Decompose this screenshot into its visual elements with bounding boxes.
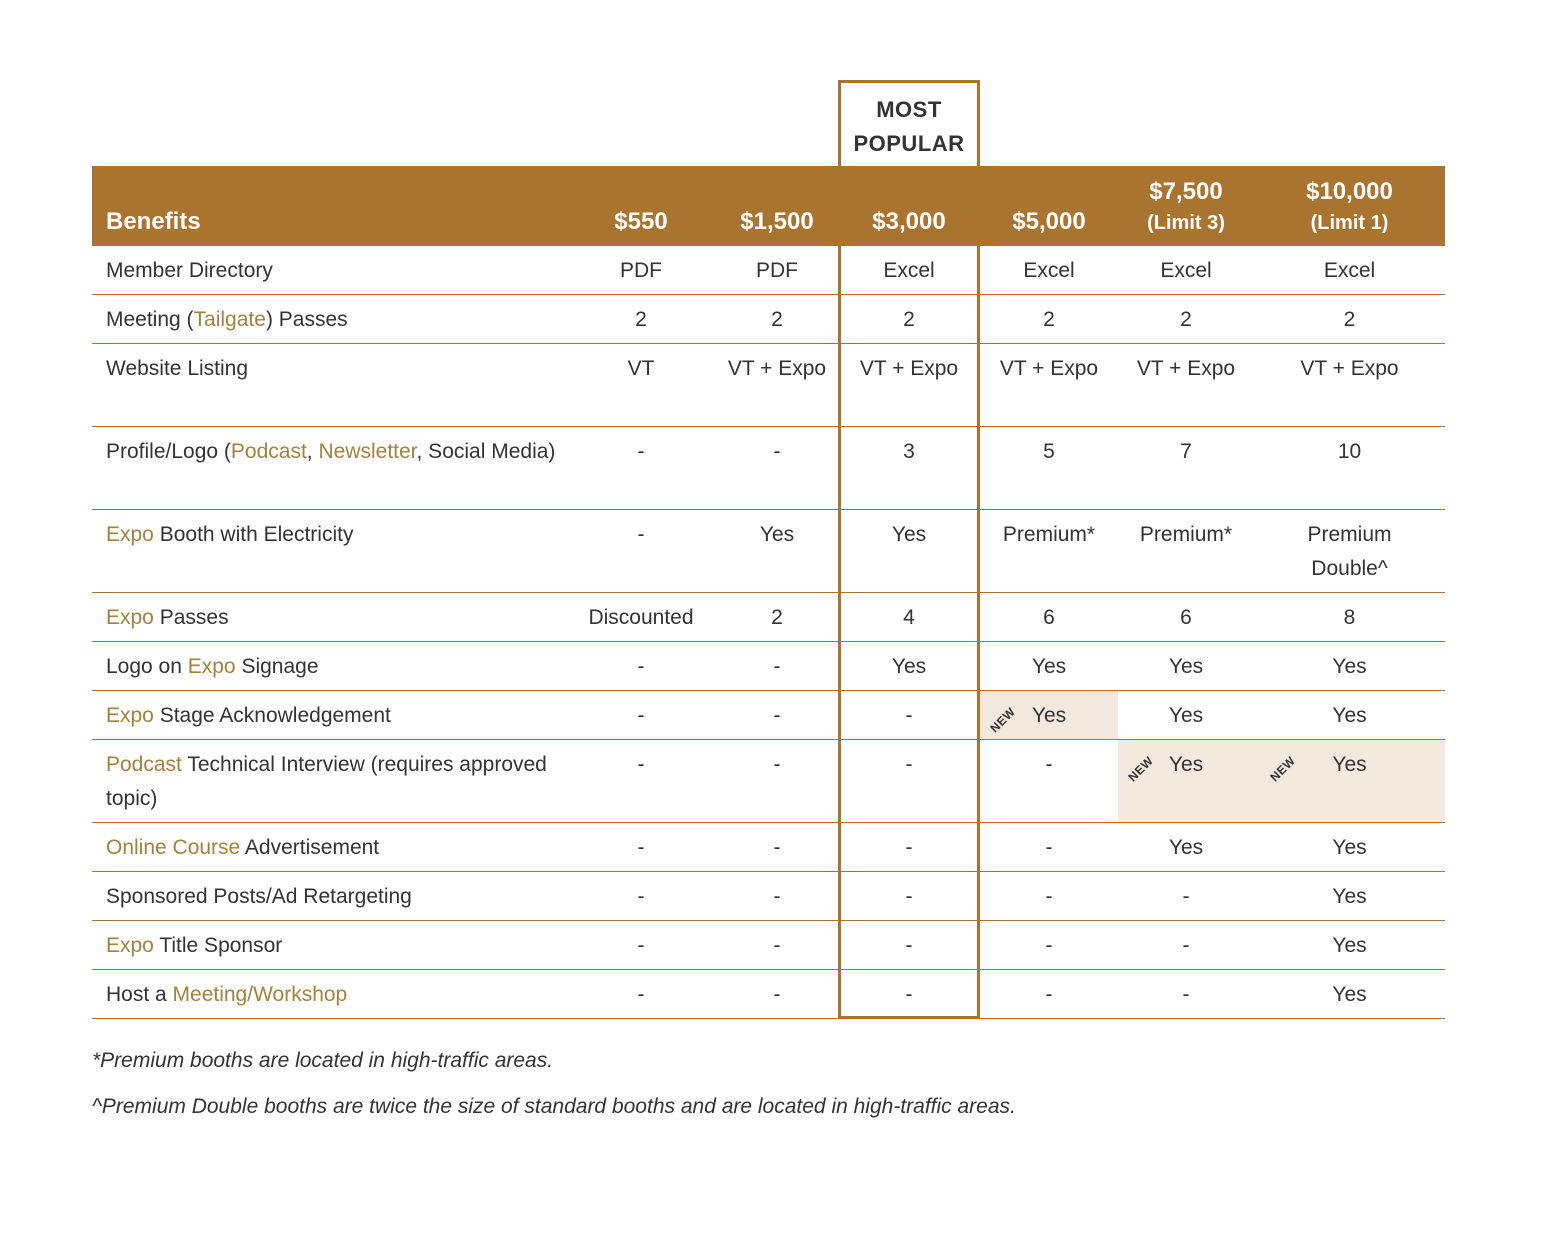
tier-value: - bbox=[637, 934, 645, 957]
tier-value: Yes bbox=[1031, 704, 1067, 727]
table-row bbox=[92, 246, 1445, 295]
tier-value: 2 bbox=[635, 308, 647, 331]
highlighted-term: Tailgate bbox=[193, 308, 266, 331]
tier-value: - bbox=[1182, 934, 1190, 957]
tier-value: 2 bbox=[771, 606, 783, 629]
tier-value-cell bbox=[1118, 593, 1254, 641]
tier-value-cell bbox=[838, 691, 980, 739]
tier-value-cell bbox=[1118, 921, 1254, 969]
tier-value: PDF bbox=[756, 259, 798, 282]
tier-value: - bbox=[773, 836, 781, 859]
tier-value-cell bbox=[1254, 593, 1445, 641]
tier-value: Excel bbox=[1160, 259, 1212, 282]
tier-value: VT + Expo bbox=[727, 357, 827, 380]
tier-value-cell bbox=[710, 740, 844, 822]
table-row bbox=[92, 344, 1445, 427]
tier-value-cell bbox=[710, 510, 844, 592]
tier-value: Yes bbox=[1332, 704, 1367, 727]
label-text: , Social Media) bbox=[416, 440, 556, 463]
tier-value-cell bbox=[710, 691, 844, 739]
tier-value-cell bbox=[1118, 344, 1254, 426]
tier-value-cell bbox=[572, 872, 710, 920]
header-tier-1500 bbox=[710, 206, 844, 238]
tier-value: 7 bbox=[1180, 440, 1192, 463]
table-row bbox=[92, 691, 1445, 740]
tier-value: VT + Expo bbox=[859, 357, 959, 380]
tier-value-cell bbox=[710, 970, 844, 1018]
tier-value: Premium Double^ bbox=[1307, 523, 1392, 580]
benefit-label bbox=[92, 921, 562, 969]
tier-value-cell bbox=[1254, 921, 1445, 969]
tier-price: $7,500 bbox=[1149, 178, 1223, 205]
tier-value-cell bbox=[838, 642, 980, 690]
tier-value: Yes bbox=[1168, 655, 1204, 678]
tier-value: - bbox=[905, 704, 913, 727]
tier-value: PDF bbox=[620, 259, 662, 282]
tier-value-cell bbox=[1118, 427, 1254, 509]
tier-value-cell bbox=[1254, 740, 1445, 822]
tier-value: - bbox=[637, 983, 645, 1006]
label-text: Profile/Logo ( bbox=[106, 440, 231, 463]
table-body bbox=[92, 246, 1445, 1019]
tier-value-cell bbox=[980, 295, 1118, 343]
header-tier-3000 bbox=[844, 206, 974, 238]
tier-value-cell bbox=[980, 921, 1118, 969]
footnote-premium: *Premium booths are located in high-traffic areas. bbox=[92, 1049, 554, 1072]
label-text: Meeting ( bbox=[106, 308, 194, 331]
tier-value: - bbox=[1045, 836, 1053, 859]
tier-value-cell bbox=[838, 427, 980, 509]
label-text: Technical Interview (requires approved topic) bbox=[106, 753, 547, 810]
tier-value: 6 bbox=[1043, 606, 1055, 629]
benefit-label bbox=[92, 642, 562, 690]
tier-value: 2 bbox=[1343, 308, 1356, 331]
tier-value-cell bbox=[838, 872, 980, 920]
tier-value: - bbox=[905, 885, 913, 908]
tier-value: VT bbox=[627, 357, 655, 380]
tier-value: - bbox=[1045, 934, 1053, 957]
tier-value: - bbox=[637, 523, 645, 546]
tier-value: - bbox=[773, 934, 781, 957]
tier-value-cell bbox=[572, 921, 710, 969]
benefit-label bbox=[92, 691, 562, 739]
tier-value-cell bbox=[572, 427, 710, 509]
tier-value-cell bbox=[1118, 246, 1254, 294]
tier-value: - bbox=[637, 704, 645, 727]
tier-value: - bbox=[773, 885, 781, 908]
tier-value: 3 bbox=[903, 440, 915, 463]
tier-value-cell bbox=[838, 970, 980, 1018]
label-text: Booth with Electricity bbox=[153, 523, 354, 546]
benefit-label bbox=[92, 427, 562, 509]
tier-value-cell bbox=[1254, 295, 1445, 343]
label-text: Sponsored Posts/Ad Retargeting bbox=[106, 885, 412, 908]
tier-value-cell bbox=[838, 740, 980, 822]
tier-value: - bbox=[637, 440, 645, 463]
footnotes bbox=[92, 1046, 1016, 1138]
tier-value: VT + Expo bbox=[999, 357, 1099, 380]
label-text: Advertisement bbox=[240, 836, 380, 859]
tier-value: - bbox=[773, 983, 781, 1006]
tier-value: Yes bbox=[891, 655, 927, 678]
tier-value: Yes bbox=[1168, 836, 1204, 859]
highlighted-term: Expo bbox=[106, 523, 154, 546]
table-row bbox=[92, 295, 1445, 344]
tier-value-cell bbox=[980, 510, 1118, 592]
tier-value-cell bbox=[1254, 691, 1445, 739]
benefit-label bbox=[92, 740, 562, 822]
table-row bbox=[92, 921, 1445, 970]
tier-value-cell bbox=[1118, 295, 1254, 343]
footnote-premium-double: ^Premium Double booths are twice the size of standard booths and are located in high-traffic areas. bbox=[92, 1095, 1016, 1118]
tier-price: $1,500 bbox=[740, 208, 814, 235]
tier-value-cell bbox=[980, 246, 1118, 294]
label-text: Signage bbox=[235, 655, 319, 678]
tier-value-cell bbox=[980, 740, 1118, 822]
tier-value-cell bbox=[838, 510, 980, 592]
tier-value: 2 bbox=[1180, 308, 1192, 331]
table-row bbox=[92, 642, 1445, 691]
highlighted-term: Podcast bbox=[230, 440, 307, 463]
tier-value: Yes bbox=[1332, 655, 1367, 678]
tier-value: - bbox=[905, 836, 913, 859]
tier-value: Discounted bbox=[588, 606, 694, 629]
tier-value-cell bbox=[838, 246, 980, 294]
tier-value: - bbox=[773, 655, 781, 678]
tier-value: Yes bbox=[1332, 983, 1367, 1006]
tier-value-cell bbox=[572, 691, 710, 739]
table-row bbox=[92, 510, 1445, 593]
tier-value-cell bbox=[1254, 427, 1445, 509]
tier-value: Excel bbox=[1323, 259, 1376, 282]
tier-value-cell bbox=[1254, 872, 1445, 920]
tier-value: 2 bbox=[903, 308, 915, 331]
tier-value: Yes bbox=[1332, 753, 1367, 776]
tier-value: 2 bbox=[1043, 308, 1055, 331]
label-text: Website Listing bbox=[106, 357, 249, 380]
tier-value: Yes bbox=[759, 523, 795, 546]
tier-value-cell bbox=[710, 642, 844, 690]
label-text: ) Passes bbox=[265, 308, 348, 331]
tier-value-cell bbox=[572, 295, 710, 343]
tier-value-cell bbox=[1118, 642, 1254, 690]
tier-value: Excel bbox=[883, 259, 935, 282]
tier-value: Yes bbox=[1332, 934, 1367, 957]
tier-value: 6 bbox=[1180, 606, 1192, 629]
tier-value-cell bbox=[1118, 823, 1254, 871]
tier-value-cell bbox=[980, 344, 1118, 426]
tier-value: 5 bbox=[1043, 440, 1055, 463]
tier-value: - bbox=[637, 836, 645, 859]
tier-value-cell bbox=[980, 427, 1118, 509]
tier-value-cell bbox=[710, 593, 844, 641]
benefit-label bbox=[92, 970, 562, 1018]
benefit-label bbox=[92, 510, 562, 592]
tier-value: - bbox=[1045, 885, 1053, 908]
benefit-label bbox=[92, 344, 562, 426]
label-text: Stage Acknowledgement bbox=[153, 704, 391, 727]
tier-value-cell bbox=[1254, 642, 1445, 690]
highlighted-term: Expo bbox=[187, 655, 236, 678]
tier-value-cell bbox=[710, 427, 844, 509]
tier-value: Yes bbox=[1168, 704, 1204, 727]
tier-value-cell bbox=[572, 246, 710, 294]
tier-value: - bbox=[1045, 983, 1053, 1006]
tier-value-cell bbox=[838, 344, 980, 426]
badge-line-2: POPULAR bbox=[853, 131, 965, 156]
tier-value-cell bbox=[1118, 510, 1254, 592]
tier-value-cell bbox=[1118, 970, 1254, 1018]
new-tag: NEW bbox=[1125, 753, 1157, 785]
tier-value: 8 bbox=[1343, 606, 1356, 629]
tier-value: 4 bbox=[903, 606, 915, 629]
tier-value: - bbox=[1182, 983, 1190, 1006]
benefit-label bbox=[92, 295, 562, 343]
tier-value: Yes bbox=[1332, 885, 1367, 908]
benefit-label bbox=[92, 823, 562, 871]
table-row bbox=[92, 823, 1445, 872]
tier-value-cell bbox=[838, 921, 980, 969]
table-row bbox=[92, 593, 1445, 642]
tier-value-cell bbox=[1254, 246, 1445, 294]
tier-value: - bbox=[637, 753, 645, 776]
tier-limit: (Limit 3) bbox=[1147, 212, 1225, 234]
table-row bbox=[92, 872, 1445, 921]
tier-value: Premium* bbox=[1139, 523, 1233, 546]
highlighted-term: Newsletter bbox=[318, 440, 417, 463]
highlighted-term: Expo bbox=[106, 606, 154, 629]
tier-value: - bbox=[905, 753, 913, 776]
header-benefits: Benefits bbox=[106, 208, 201, 235]
tier-value: Excel bbox=[1023, 259, 1075, 282]
tier-value: - bbox=[773, 704, 781, 727]
tier-value-cell bbox=[710, 872, 844, 920]
table-row bbox=[92, 740, 1445, 823]
tier-value-cell bbox=[980, 823, 1118, 871]
tier-value: VT + Expo bbox=[1136, 357, 1236, 380]
tier-value-cell bbox=[980, 642, 1118, 690]
tier-value-cell bbox=[572, 510, 710, 592]
tier-value-cell bbox=[710, 823, 844, 871]
tier-value-cell bbox=[1118, 691, 1254, 739]
highlighted-term: Podcast bbox=[106, 753, 182, 776]
new-tag: NEW bbox=[1267, 753, 1299, 785]
tier-value-cell bbox=[710, 295, 844, 343]
tier-value: - bbox=[637, 655, 645, 678]
badge-line-1: MOST bbox=[876, 97, 942, 122]
tier-value-cell bbox=[1254, 344, 1445, 426]
tier-value: - bbox=[1045, 753, 1053, 776]
tier-value-cell bbox=[980, 970, 1118, 1018]
tier-value-cell bbox=[1254, 970, 1445, 1018]
tier-value-cell bbox=[572, 740, 710, 822]
table-row bbox=[92, 427, 1445, 510]
tier-value-cell bbox=[838, 593, 980, 641]
label-text: Member Directory bbox=[106, 259, 273, 282]
tier-value: VT + Expo bbox=[1300, 357, 1399, 380]
tier-value-cell bbox=[572, 593, 710, 641]
tier-value-cell bbox=[1118, 740, 1254, 822]
tier-value-cell bbox=[710, 246, 844, 294]
tier-value-cell bbox=[1118, 872, 1254, 920]
tier-value-cell bbox=[572, 642, 710, 690]
tier-value-cell bbox=[980, 593, 1118, 641]
header-tier-5000 bbox=[980, 206, 1118, 238]
tier-value-cell bbox=[1254, 510, 1445, 592]
label-text: Title Sponsor bbox=[153, 934, 283, 957]
tier-value: Yes bbox=[1168, 753, 1204, 776]
label-text: , bbox=[306, 440, 319, 463]
tier-value: - bbox=[773, 753, 781, 776]
tier-value: - bbox=[1182, 885, 1190, 908]
tier-value-cell bbox=[572, 970, 710, 1018]
tier-limit: (Limit 1) bbox=[1310, 212, 1389, 234]
label-text: Host a bbox=[106, 983, 173, 1006]
highlighted-term: Online Course bbox=[106, 836, 241, 859]
tier-value-cell bbox=[710, 921, 844, 969]
tier-value-cell bbox=[1254, 823, 1445, 871]
benefit-label bbox=[92, 593, 562, 641]
tier-value: - bbox=[905, 983, 913, 1006]
tier-value: Premium* bbox=[1002, 523, 1096, 546]
highlighted-term: Expo bbox=[106, 934, 154, 957]
tier-value-cell bbox=[838, 823, 980, 871]
tier-value: 10 bbox=[1337, 440, 1362, 463]
tier-value-cell bbox=[572, 344, 710, 426]
benefit-label bbox=[92, 872, 562, 920]
header-tier-550 bbox=[572, 206, 710, 238]
tier-value-cell bbox=[572, 823, 710, 871]
header-tier-10000 bbox=[1254, 176, 1445, 238]
tier-value: - bbox=[637, 885, 645, 908]
tier-value-cell bbox=[980, 691, 1118, 739]
tier-value: - bbox=[905, 934, 913, 957]
tier-value-cell bbox=[838, 295, 980, 343]
benefit-label bbox=[92, 246, 562, 294]
table-row bbox=[92, 970, 1445, 1019]
highlighted-term: Expo bbox=[106, 704, 154, 727]
tier-value: - bbox=[773, 440, 781, 463]
tier-value: 2 bbox=[771, 308, 783, 331]
tier-value-cell bbox=[980, 872, 1118, 920]
label-text: Passes bbox=[153, 606, 229, 629]
highlighted-term: Meeting/Workshop bbox=[172, 983, 348, 1006]
tier-value-cell bbox=[710, 344, 844, 426]
most-popular-badge bbox=[838, 80, 980, 166]
header-tier-7500 bbox=[1118, 176, 1254, 238]
tier-price: $5,000 bbox=[1012, 208, 1086, 235]
tier-price: $550 bbox=[614, 208, 668, 235]
label-text: Logo on bbox=[106, 655, 188, 678]
table-header bbox=[92, 166, 1445, 246]
new-tag: NEW bbox=[987, 704, 1019, 736]
tier-price: $3,000 bbox=[872, 208, 946, 235]
tier-value: Yes bbox=[1031, 655, 1067, 678]
tier-value: Yes bbox=[891, 523, 927, 546]
tier-value: Yes bbox=[1332, 836, 1367, 859]
tier-price: $10,000 bbox=[1306, 178, 1393, 205]
